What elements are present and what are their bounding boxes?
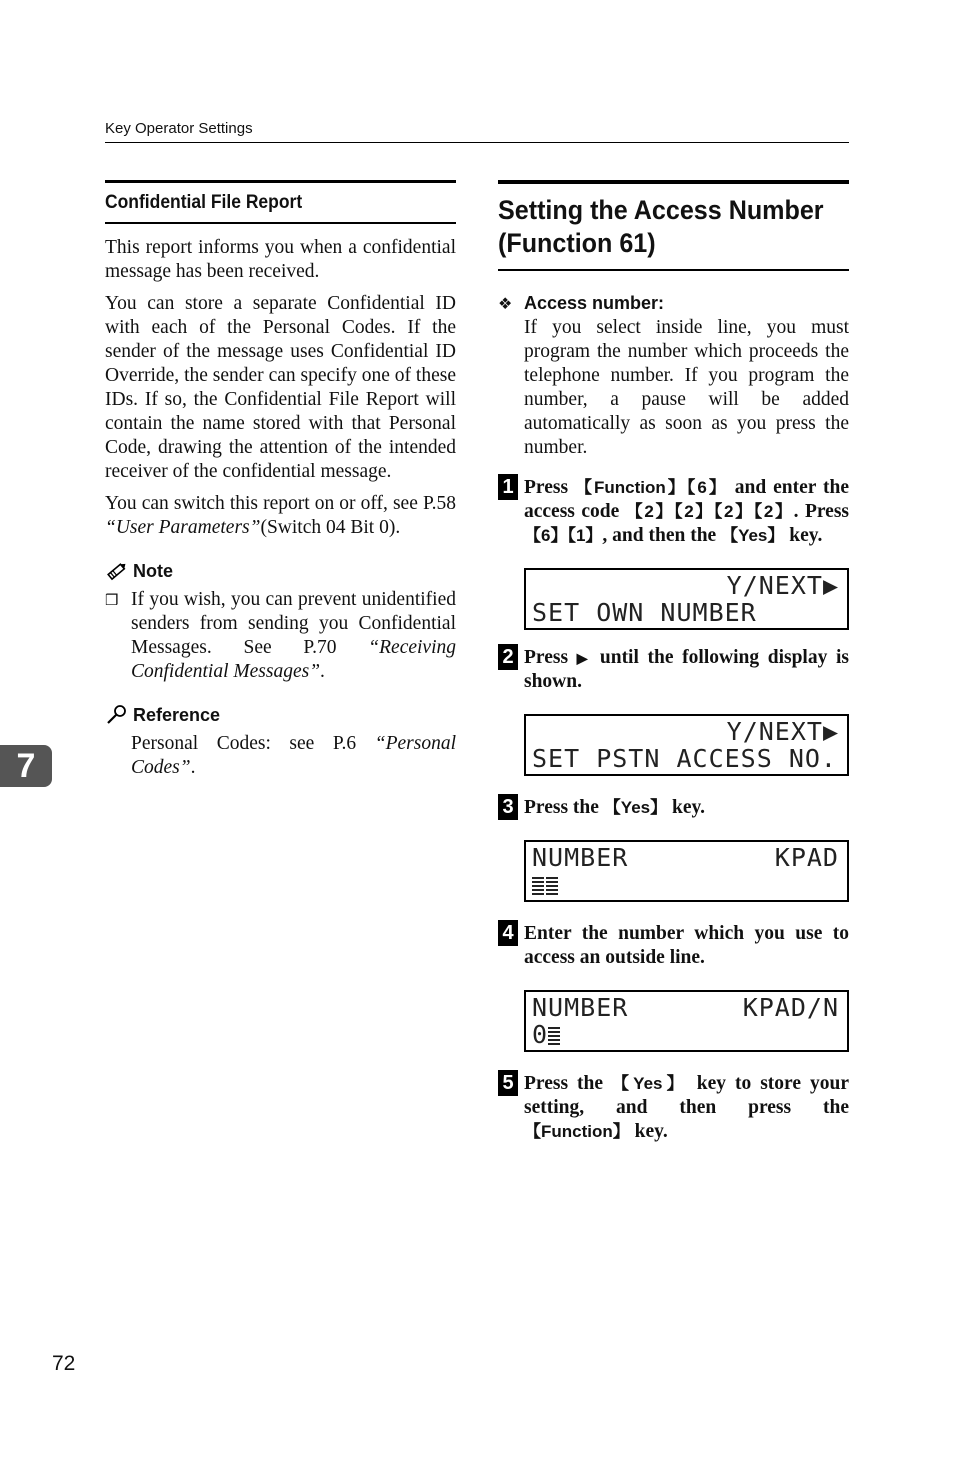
- right-arrow-icon: ▶: [576, 650, 592, 666]
- reference-text-a: Personal Codes: see P.6: [131, 733, 375, 754]
- receiving-confidential-link[interactable]: “Receiving Confidential Messages”: [131, 637, 456, 682]
- lcd-cursor-icon: [532, 875, 544, 895]
- note-text-a: If you wish, you can prevent unidentified senders from sending you Confidential Messages. See P.70: [131, 589, 456, 658]
- step-5-text-c: key.: [629, 1121, 668, 1142]
- step-1: [498, 476, 849, 548]
- diamond-bullet-icon: ❖: [498, 294, 513, 313]
- access-number-label: Access number:: [524, 293, 665, 313]
- lcd-4-value: 0: [532, 1020, 549, 1049]
- lcd-2-line1-right: Y/NEXT▶: [726, 717, 839, 746]
- note-text-b: .: [320, 661, 325, 682]
- lcd-cursor-icon: [548, 1025, 560, 1045]
- lcd-display-2: [524, 714, 849, 776]
- step-number-3: 3: [498, 794, 518, 820]
- switch-text-a: You can switch this report on or off, see P.58: [105, 493, 456, 514]
- lcd-1-line2: SET OWN NUMBER: [532, 598, 757, 627]
- step-5-text-a: Press the: [524, 1073, 613, 1094]
- step-2-text-b: until the following display is shown.: [524, 647, 849, 692]
- right-column: [498, 180, 849, 1144]
- lcd-1-line1-right: Y/NEXT▶: [726, 571, 839, 600]
- lcd-3-line1-left: NUMBER: [532, 843, 629, 872]
- step-3-text: [524, 796, 705, 820]
- reference-heading: [105, 704, 456, 726]
- step-1-text-b: and enter the access code: [524, 477, 850, 522]
- switch-text-b: (Switch 04 Bit 0).: [260, 517, 401, 538]
- reference-text: [131, 732, 456, 780]
- note-heading: [105, 560, 456, 582]
- subsection-bottom-rule: [105, 222, 456, 224]
- lcd-4-line1-right: KPAD/N: [742, 993, 839, 1022]
- access-number-heading: [498, 293, 849, 314]
- step-2-text: [524, 646, 849, 694]
- note-label: Note: [133, 560, 173, 581]
- reference-label: Reference: [133, 704, 221, 725]
- step-number-1: 1: [498, 474, 518, 500]
- subsection-title: Confidential File Report: [105, 192, 303, 213]
- lcd-display-4: [524, 990, 849, 1052]
- step-1-text: [524, 476, 849, 548]
- function-6-keys: 【Function】【6】: [574, 478, 728, 497]
- step-3-text-a: Press the: [524, 797, 604, 818]
- step-number-5: 5: [498, 1070, 518, 1096]
- step-1-text-c: . Press: [793, 501, 849, 522]
- step-4: [498, 922, 849, 970]
- lcd-3-line2: [532, 871, 839, 899]
- yes-key: 【Yes】: [721, 526, 785, 545]
- lcd-cursor-icon: [546, 875, 558, 895]
- paragraph-switch: [105, 492, 456, 540]
- step-4-text: Enter the number which you use to access an outside line.: [524, 923, 849, 968]
- step-5-text: [524, 1072, 849, 1144]
- access-code-keys: 【2】【2】【2】【2】: [625, 502, 794, 521]
- step-5: [498, 1072, 849, 1144]
- magnifier-icon: [105, 704, 129, 726]
- step-5-text-b: key to store your setting, and then press the: [524, 1073, 850, 1118]
- lcd-display-3: [524, 840, 849, 902]
- step-1-text-e: key.: [784, 525, 823, 546]
- personal-codes-link[interactable]: “Personal Codes”: [131, 733, 456, 778]
- paragraph-confidential-id: You can store a separate Confidential ID with each of the Personal Codes. If the sender of the message uses Confidential ID Override, the sender can specify one of these IDs. If so, the Confidential File Report will contain the name stored with that Personal Code, drawing the attention of the intended receiver of the confidential message.: [105, 293, 456, 482]
- header-rule: [105, 142, 849, 143]
- note-text: [131, 588, 456, 684]
- section-title: Setting the Access Number (Function 61): [498, 195, 824, 258]
- step-3: [498, 796, 849, 820]
- keys-6-1: 【6】【1】: [524, 526, 603, 545]
- step-1-text-a: Press: [524, 477, 575, 498]
- access-number-text: If you select inside line, you must program the number which proceeds the telephone number. If you program the number, a pause will be added automatically as soon as you press the number.: [524, 317, 849, 458]
- pencil-icon: [105, 560, 129, 582]
- section-bottom-rule: [498, 269, 849, 271]
- function-key: 【Function】: [524, 1122, 630, 1141]
- page-number: 72: [52, 1352, 76, 1375]
- note-item: [105, 588, 456, 684]
- chapter-tab: 7: [0, 745, 52, 787]
- step-1-text-d: , and then the: [602, 525, 722, 546]
- step-2: [498, 646, 849, 694]
- user-parameters-link[interactable]: “User Parameters”: [105, 517, 261, 538]
- step-number-2: 2: [498, 644, 518, 670]
- yes-key: 【Yes】: [612, 1074, 688, 1093]
- checkbox-icon: ❒: [105, 591, 119, 609]
- yes-key: 【Yes】: [603, 798, 668, 817]
- reference-text-b: .: [190, 757, 196, 778]
- lcd-4-line2: [532, 1021, 839, 1049]
- step-number-4: 4: [498, 920, 518, 946]
- step-3-text-b: key.: [667, 797, 706, 818]
- running-header: Key Operator Settings: [105, 120, 253, 137]
- step-2-text-a: Press: [524, 647, 577, 668]
- lcd-display-1: [524, 568, 849, 630]
- lcd-2-line2: SET PSTN ACCESS NO.: [532, 744, 837, 773]
- paragraph-intro: This report informs you when a confidential message has been received.: [105, 237, 456, 282]
- lcd-3-line1-right: KPAD: [774, 843, 839, 872]
- lcd-4-line1-left: NUMBER: [532, 993, 629, 1022]
- left-column: [105, 180, 456, 780]
